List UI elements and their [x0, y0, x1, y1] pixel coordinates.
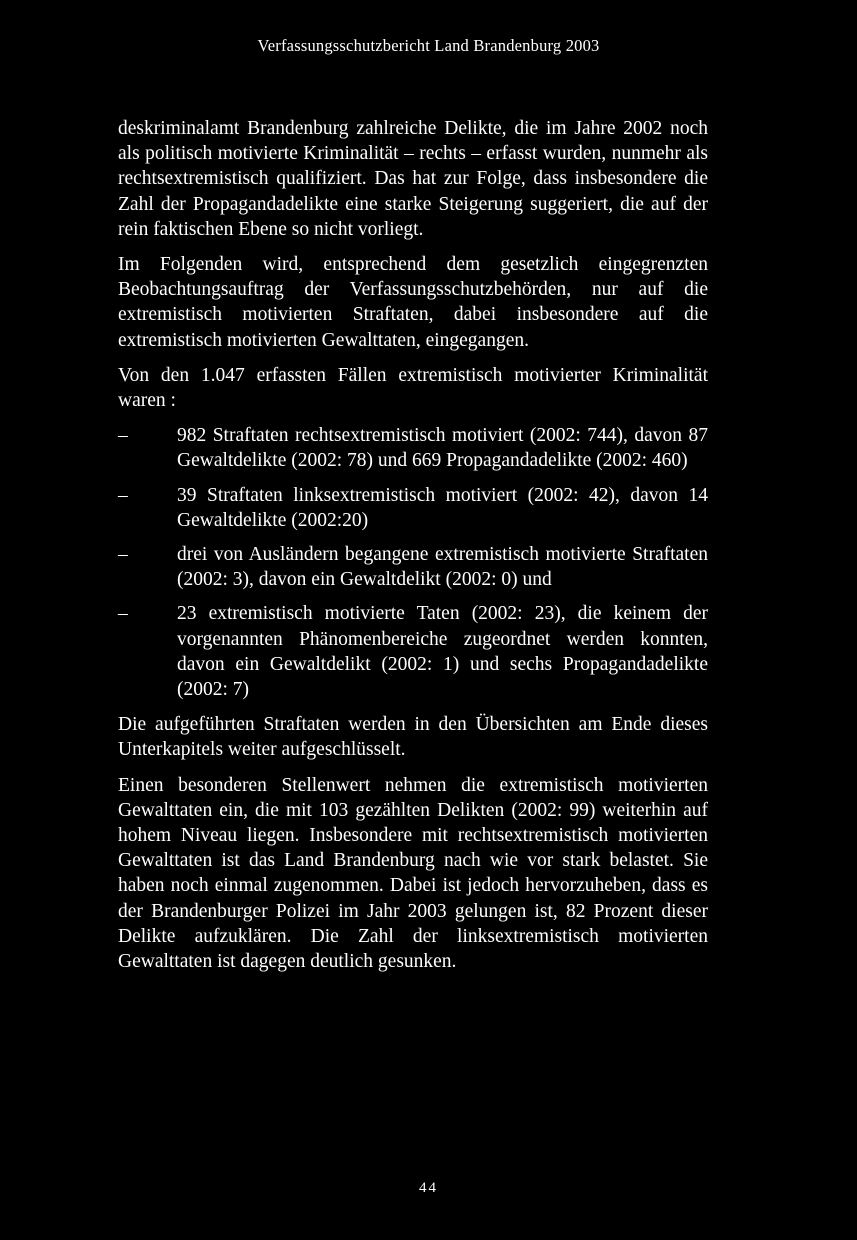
- list-item: [118, 423, 708, 473]
- paragraph-overview-note: Die aufgeführten Straftaten werden in den Übersichten am Ende dieses Unterkapitels weiter aufgeschlüsselt.: [118, 714, 708, 761]
- list-item-text: 23 extremistisch motivierte Taten (2002: 23), die keinem der vorgenannten Phänomenbereiche zugeordnet werden konnten, davon ein Gewaltdelikt (2002: 1) und sechs Propagandadelikte (2002: 7): [177, 603, 708, 701]
- paragraph-scope: Im Folgenden wird, entsprechend dem gesetzlich eingegrenzten Beobachtungsauftrag der Verfassungsschutzbehörden, nur auf die extremistisch motivierten Straftaten, dabei insbesondere auf die extremistisch motivierten Gewalttaten, eingegangen.: [118, 254, 708, 351]
- list-marker: –: [118, 544, 128, 566]
- statistics-list: [118, 423, 708, 702]
- list-marker: –: [118, 484, 128, 506]
- page-body: [118, 116, 708, 984]
- paragraph-list-intro: Von den 1.047 erfassten Fällen extremistisch motivierter Kriminalität waren :: [118, 364, 708, 412]
- list-item-text: 982 Straftaten rechtsextremistisch motiviert (2002: 744), davon 87 Gewaltdelikte (2002: 78) und 669 Propagandadelikte (2002: 460): [177, 425, 708, 472]
- list-marker: –: [118, 425, 128, 447]
- page-number: 44: [419, 1180, 438, 1196]
- page-header: Verfassungsschutzbericht Land Brandenburg 2003: [257, 36, 600, 55]
- list-item-text: drei von Ausländern begangene extremistisch motivierte Straftaten (2002: 3), davon ein Gewaltdelikt (2002: 0) und: [177, 544, 708, 591]
- list-item-text: 39 Straftaten linksextremistisch motiviert (2002: 42), davon 14 Gewaltdelikte (2002:20): [177, 484, 708, 531]
- list-item: [118, 601, 708, 702]
- list-marker: –: [118, 603, 128, 625]
- paragraph-continuation: deskriminalamt Brandenburg zahlreiche Delikte, die im Jahre 2002 noch als politisch motivierte Kriminalität – rechts – erfasst wurden, nunmehr als rechtsextremistisch qualifiziert. Das hat zur Folge, dass insbesondere die Zahl der Propagandadelikte eine starke Steigerung suggeriert, die auf der rein faktischen Ebene so nicht vorliegt.: [118, 118, 708, 240]
- list-item: [118, 483, 708, 533]
- paragraph-violence: Einen besonderen Stellenwert nehmen die extremistisch motivierten Gewalttaten ein, die mit 103 gezählten Delikten (2002: 99) weiterhin auf hohem Niveau liegen. Insbesondere mit rechtsextremistisch motivierten Gewalttaten ist das Land Brandenburg nach wie vor stark belastet. Sie haben noch einmal zugenommen. Dabei ist jedoch hervorzuheben, dass es der Brandenburger Polizei im Jahr 2003 gelungen ist, 82 Prozent dieser Delikte aufzuklären. Die Zahl der linksextremistisch motivierten Gewalttaten ist dagegen deutlich gesunken.: [118, 774, 708, 973]
- list-item: [118, 542, 708, 592]
